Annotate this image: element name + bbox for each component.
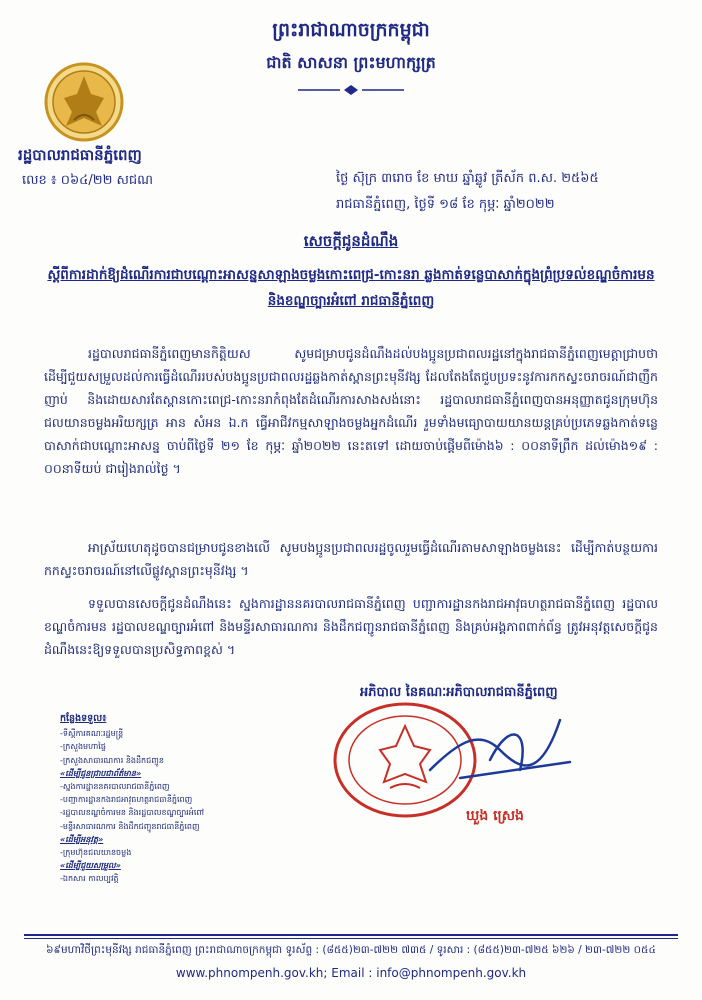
ornament-divider-icon [296, 84, 406, 96]
recipient-purpose: «ដើម្បីជួយសម្រួល» [60, 861, 121, 871]
phnom-penh-seal-icon [44, 62, 124, 142]
handwritten-signature-icon [420, 700, 580, 790]
signatory-name: ឃួង ស្រេង [466, 808, 524, 824]
recipient-item: -ឯកសារ កាលប្បវត្តិ [60, 874, 119, 884]
footer-divider-thin [24, 938, 678, 939]
recipient-item: -ទីស្តីការគណៈរដ្ឋមន្ត្រី [60, 729, 124, 739]
recipient-item: -រដ្ឋបាលខណ្ឌចំការមន និងរដ្ឋបាលខណ្ឌច្បារអំពៅ [60, 808, 205, 818]
kingdom-heading: ព្រះរាជាណាចក្រកម្ពុជា [272, 19, 430, 41]
issuing-authority: រដ្ឋបាលរាជធានីភ្នំពេញ [18, 146, 142, 164]
body-paragraph-3: ទទួលបានសេចក្តីជូនដំណឹងនេះ ស្នងការដ្ឋាននគរបាលរាជធានីភ្នំពេញ បញ្ជាការដ្ឋានកងរាជអាវុធហត្ថរាជធានីភ្នំពេញ រដ្ឋបាលខណ្ឌចំការមន រដ្ឋបាលខណ្ឌច្បារអំពៅ និងមន្ទីរសាធារណការ និងដឹកជញ្ជូនរាជធានីភ្នំពេញ និងគ្រប់អង្គភាពពាក់ព័ន្ធ ត្រូវអនុវត្តសេចក្តីជូនដំណឹងនេះឱ្យទទួលបានប្រសិទ្ធភាពខ្ពស់ ។ [44, 596, 658, 657]
recipient-item: -ក្រសួងមហាផ្ទៃ [60, 742, 106, 752]
recipient-item: -ស្នងការដ្ឋាននគរបាលរាជធានីភ្នំពេញ [60, 782, 170, 792]
body-paragraph-2: អាស្រ័យហេតុដូចបានជម្រាបជូនខាងលើ សូមបងប្អូនប្រជាពលរដ្ឋចូលរួមធ្វើដំណើរតាមសាឡាងចម្លងនេះ ដើម្បីកាត់បន្ថយការកកស្ទះចរាចរណ៍នៅលើផ្លូវស្ពានព្រះមុនីវង្ស ។ [44, 540, 658, 578]
recipient-item: -ក្រុមហ៊ុនជលយានចម្លង [60, 848, 132, 858]
footer-divider [24, 934, 678, 936]
footer-address: ៦៩មហាវិថីព្រះមុនីវង្ស រាជធានីភ្នំពេញ ព្រះរាជាណាចក្រកម្ពុជា ទូរស័ព្ទ : (៨៥៥)២៣-៧២២ ៧៣៥ / ទូរសារ : (៨៥៥)២៣-៧២៥ ៦២៦ / ២៣-៧២២ ០៥៤ [46, 944, 656, 956]
lunar-date: ថ្ងៃ ស៊ុក្រ ៣រោច ខែ មាឃ ឆ្នាំឆ្លូវ ត្រីស័ក ព.ស. ២៥៦៥ [336, 171, 599, 186]
document-title: សេចក្តីជូនដំណឹង [303, 232, 399, 250]
recipients-header: កន្លែងទទួល៖ [60, 713, 107, 724]
footer-contact: www.phnompenh.gov.kh; Email : info@phnompenh.gov.kh [175, 966, 527, 980]
recipient-item: -បញ្ជាការដ្ឋានកងរាជអាវុធហត្ថរាជធានីភ្នំពេញ [60, 795, 193, 805]
recipient-item: -ក្រសួងសាធារណការ និងដឹកជញ្ជូន [60, 755, 164, 765]
recipient-purpose: «ដើម្បីអនុវត្ត» [60, 834, 104, 844]
signatory-title: អភិបាល នៃគណៈអភិបាលរាជធានីភ្នំពេញ [360, 685, 558, 700]
solar-date: រាជធានីភ្នំពេញ, ថ្ងៃទី ១៨ ខែ កុម្ភៈ ឆ្នាំ២០២២ [336, 197, 555, 212]
recipients-list [60, 712, 290, 886]
national-motto: ជាតិ សាសនា ព្រះមហាក្សត្រ [266, 53, 436, 72]
document-subject: ស្តីពីការដាក់ឱ្យដំណើរការជាបណ្តោះអាសន្នសាឡាងចម្លងកោះពេជ្រ-កោះនរា ឆ្លងកាត់ទន្លេបាសាក់ក្នុងព្រំប្រទល់ខណ្ឌចំការមន និងខណ្ឌច្បារអំពៅ រាជធានីភ្នំពេញ [47, 267, 655, 309]
body-paragraph-1: រដ្ឋបាលរាជធានីភ្នំពេញមានកិត្តិយស សូមជម្រាបជូនដំណឹងដល់បងប្អូនប្រជាពលរដ្ឋនៅក្នុងរាជធានីភ្នំពេញមេត្តាជ្រាបថា ដើម្បីជួយសម្រួលដល់ការធ្វើដំណើររបស់បងប្អូនប្រជាពលរដ្ឋឆ្លងកាត់ស្ពានព្រះមុនីវង្ស ដែលតែងតែជួបប្រទះនូវការកកស្ទះចរាចរណ៍ជាញឹកញាប់ និងដោយសារតែស្ពានកោះពេជ្រ-កោះនរាកំពុងតែដំណើរការសាងសង់នោះ រដ្ឋបាលរាជធានីភ្នំពេញបានអនុញ្ញាតជូនក្រុមហ៊ុនជលយានចម្លងអរិយក្សត្រ អាន សំអន ឯ.ក ធ្វើអាជីវកម្មសាឡាងចម្លងអ្នកដំណើរ រួមទាំងមធ្យោបាយយានយន្តគ្រប់ប្រភេទឆ្លងកាត់ទន្លេបាសាក់ជាបណ្តោះអាសន្ន ចាប់ពីថ្ងៃទី ២១ ខែ កុម្ភៈ ឆ្នាំ២០២២ នេះតទៅ ដោយចាប់ផ្តើមពីម៉ោង៦ : ០០នាទីព្រឹក ដល់ម៉ោង១៩ : ០០នាទីយប់ ជារៀងរាល់ថ្ងៃ ។ [44, 346, 658, 476]
recipient-item: -មន្ទីរសាធារណការ និងដឹកជញ្ជូនរាជធានីភ្នំពេញ [60, 821, 200, 831]
recipient-purpose: «ដើម្បីជូនជ្រាបជាព័ត៌មាន» [60, 768, 142, 778]
reference-number: លេខ ៖ ០៦៤/២២ សជណ [22, 173, 154, 188]
